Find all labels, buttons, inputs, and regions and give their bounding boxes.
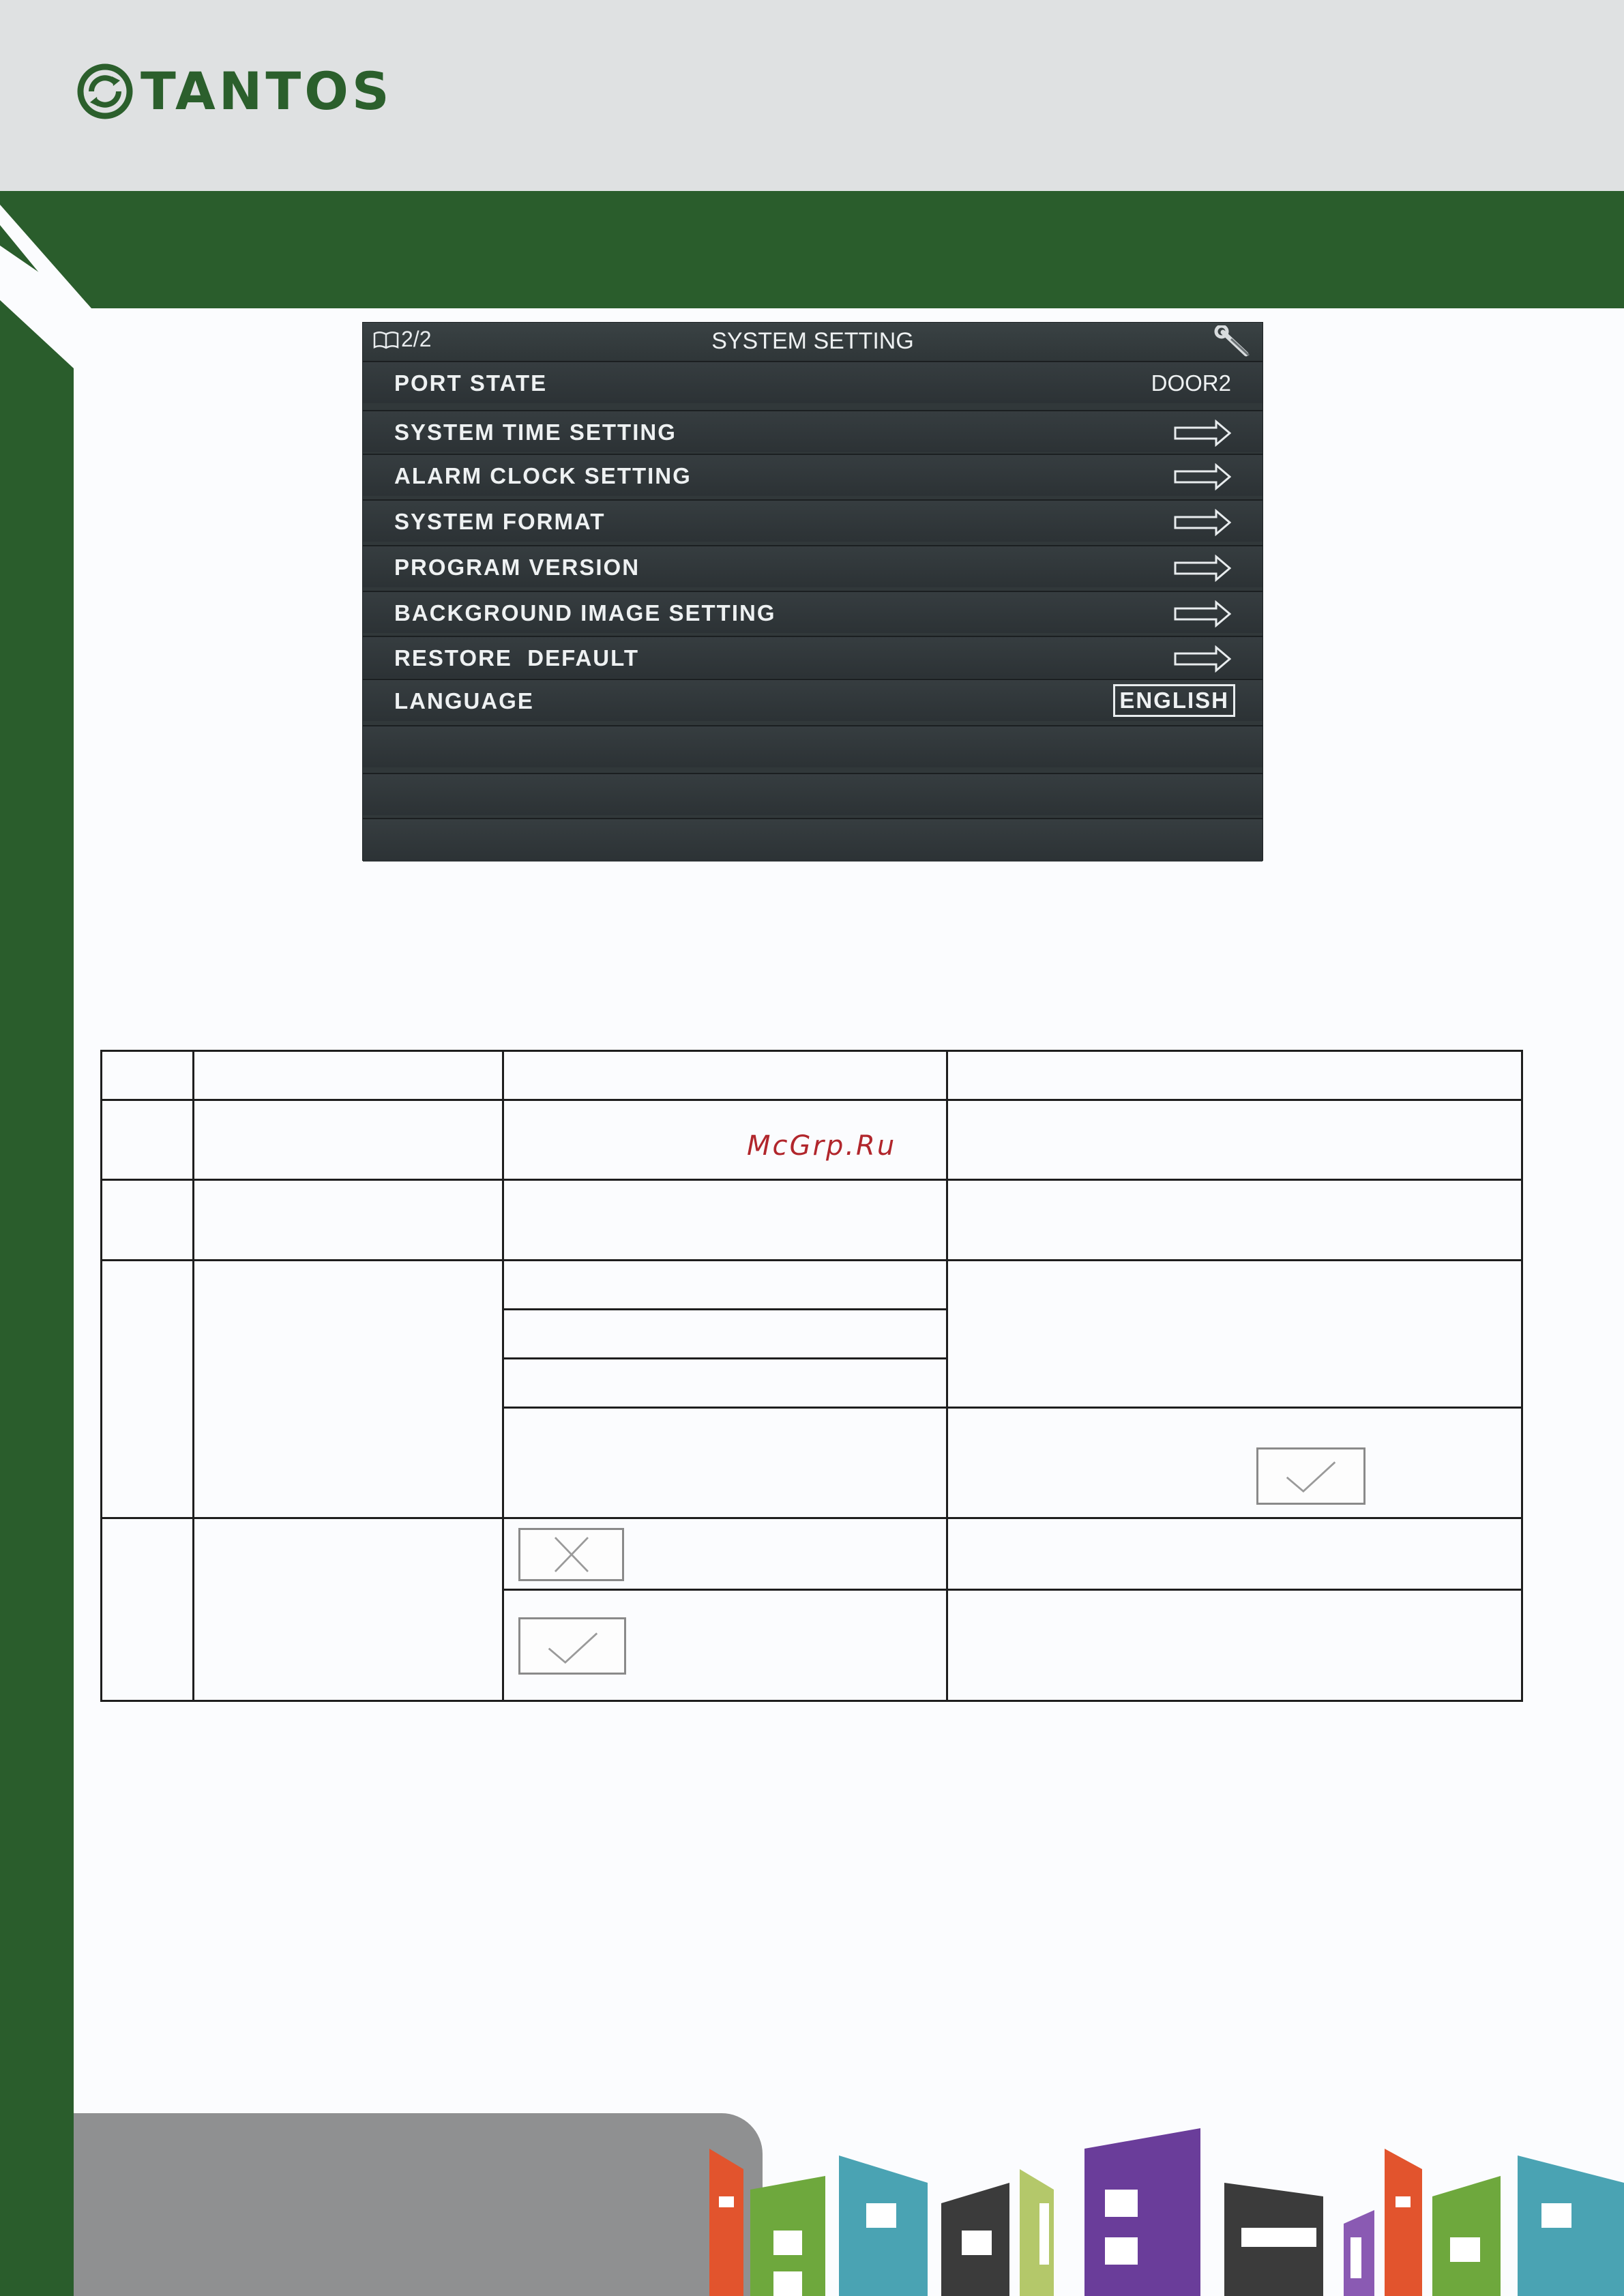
brand-name: TANTOS <box>141 61 393 121</box>
checkmark-icon <box>518 1617 626 1675</box>
column-divider <box>502 1050 504 1702</box>
menu-label: RESTORE DEFAULT <box>394 645 639 671</box>
column-divider <box>946 1050 948 1702</box>
city-buildings-illustration <box>703 2121 1624 2296</box>
menu-label: LANGUAGE <box>394 688 534 713</box>
menu-row-program-version[interactable] <box>363 545 1263 587</box>
menu-label: SYSTEM TIME SETTING <box>394 420 677 445</box>
port-state-value: DOOR2 <box>1151 370 1231 396</box>
row-divider <box>100 1099 1523 1101</box>
footer-gray-panel <box>74 2113 763 2296</box>
menu-row-background-image-setting[interactable] <box>363 591 1263 633</box>
row-divider <box>100 1259 1523 1261</box>
arrow-right-icon[interactable] <box>1174 600 1231 628</box>
row-divider <box>502 1308 948 1310</box>
menu-row-alarm-clock-setting[interactable] <box>363 454 1263 496</box>
menu-row-restore-default[interactable] <box>363 636 1263 678</box>
arrow-right-icon[interactable] <box>1174 645 1231 673</box>
column-divider <box>192 1050 194 1702</box>
table-border <box>1521 1050 1523 1702</box>
menu-row-empty <box>363 818 1263 862</box>
menu-row-port-state[interactable] <box>363 361 1263 403</box>
menu-row-empty <box>363 773 1263 815</box>
row-divider <box>502 1407 1523 1409</box>
menu-label: SYSTEM FORMAT <box>394 509 606 534</box>
menu-row-empty <box>363 725 1263 767</box>
page-indicator-text: 2/2 <box>401 327 432 351</box>
menu-row-system-format[interactable] <box>363 499 1263 542</box>
table-border <box>100 1050 1523 1052</box>
menu-label: BACKGROUND IMAGE SETTING <box>394 600 776 625</box>
arrow-right-icon[interactable] <box>1174 420 1231 447</box>
watermark-text: McGrp.Ru <box>747 1130 897 1162</box>
cross-icon <box>518 1528 624 1581</box>
arrow-right-icon[interactable] <box>1174 509 1231 536</box>
menu-label: ALARM CLOCK SETTING <box>394 463 692 488</box>
table-border <box>100 1050 102 1702</box>
checkmark-icon <box>1256 1447 1365 1505</box>
system-setting-screen <box>362 322 1263 861</box>
table-border <box>100 1700 1523 1702</box>
menu-row-system-time-setting[interactable] <box>363 410 1263 452</box>
screen-title: SYSTEM SETTING <box>711 328 914 354</box>
menu-label: PROGRAM VERSION <box>394 555 640 580</box>
language-value-box[interactable]: ENGLISH <box>1113 684 1235 717</box>
arrow-right-icon[interactable] <box>1174 555 1231 582</box>
row-divider <box>100 1517 1523 1519</box>
wrench-icon[interactable] <box>1213 325 1253 359</box>
row-divider <box>502 1589 1523 1591</box>
row-divider <box>502 1357 948 1359</box>
arrow-right-icon[interactable] <box>1174 463 1231 490</box>
screen-header <box>363 323 1263 361</box>
menu-label: PORT STATE <box>394 370 548 396</box>
row-divider <box>100 1179 1523 1181</box>
menu-row-language[interactable] <box>363 679 1263 721</box>
